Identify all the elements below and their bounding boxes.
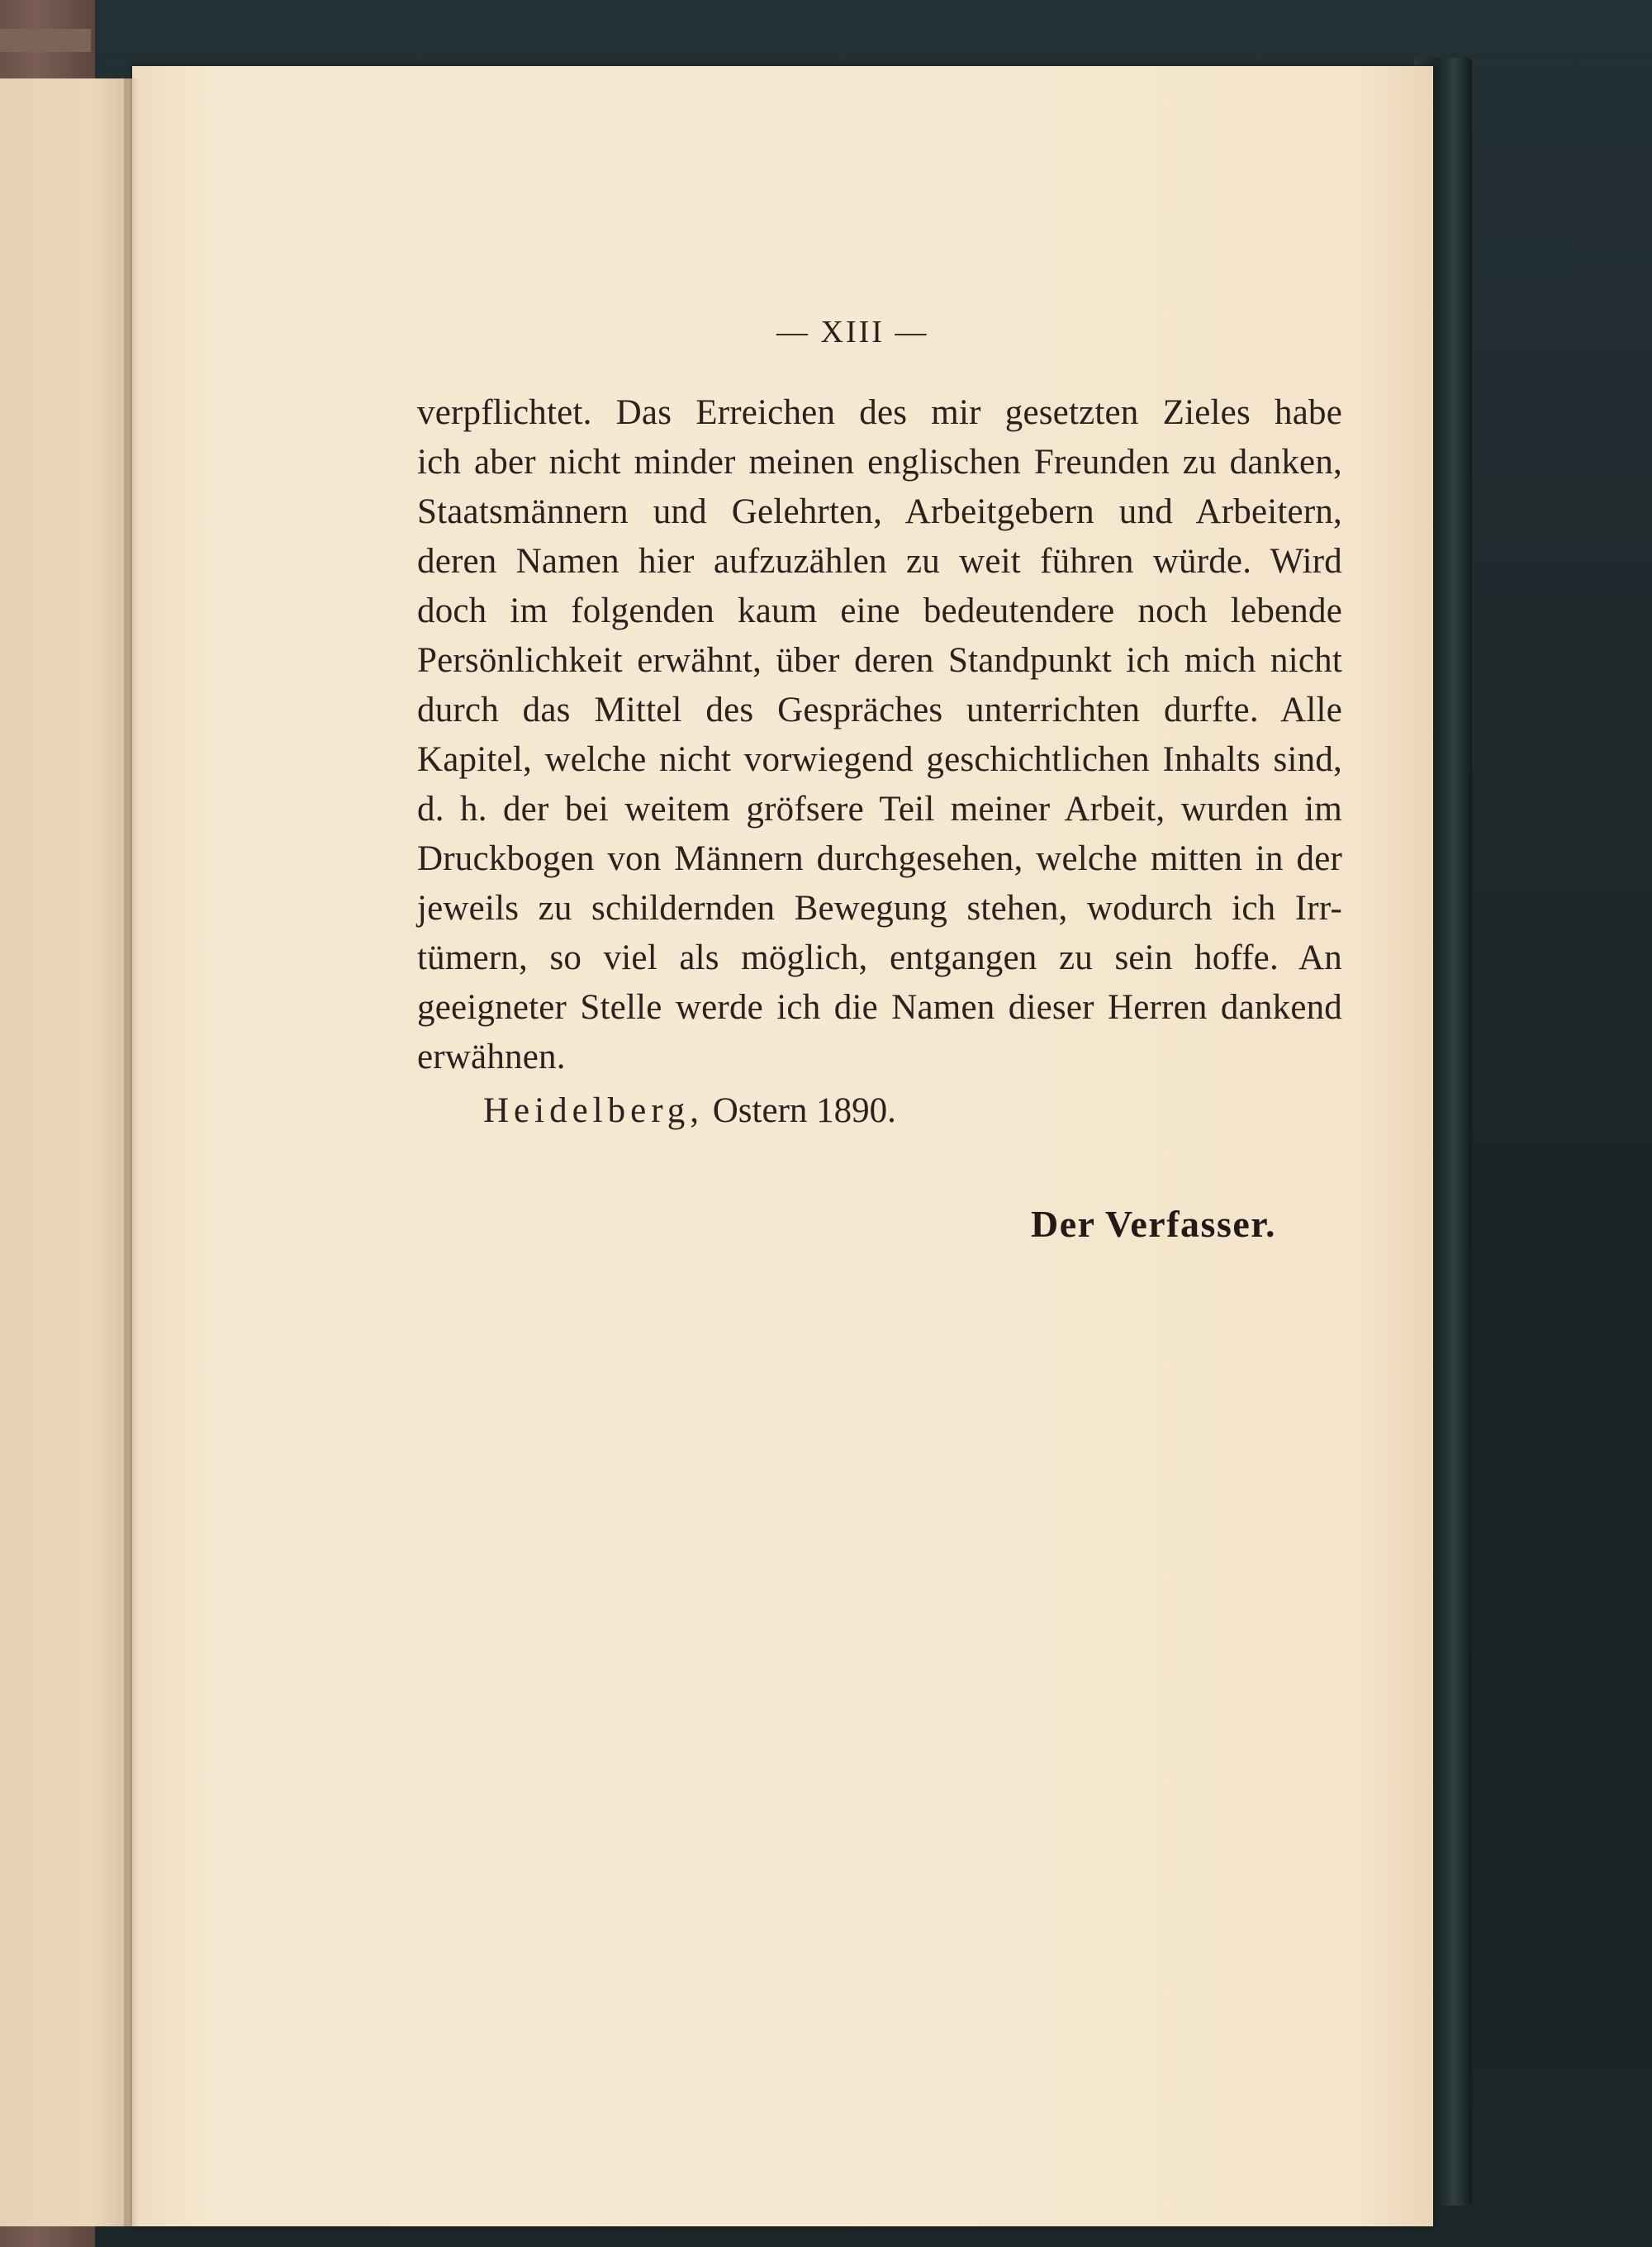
place-and-date [483,1090,896,1131]
text-line: erwähnen. [417,1038,566,1076]
date: Ostern 1890. [712,1091,896,1130]
facing-page-edge [0,78,136,2226]
text-line: ich aber nicht minder meinen englischen Freunden zu danken, [417,443,1342,482]
page-gutter-shadow [124,78,139,2226]
scan-edge-strip [0,29,91,52]
author-signature: Der Verfasser. [1031,1203,1276,1245]
text-line: geeigneter Stelle werde ich die Namen dieser Herren dankend [417,988,1342,1027]
book-page [132,66,1433,2226]
body-text [417,388,1342,1082]
text-line: d. h. der bei weitem gröfsere Teil meiner Arbeit, wurden im [417,790,1342,829]
text-line: Kapitel, welche nicht vorwiegend geschichtlichen Inhalts sind, [417,740,1342,779]
text-line: doch im folgenden kaum eine bedeutendere noch lebende [417,591,1342,630]
text-line: verpflichtet. Das Erreichen des mir gesetzten Zieles habe [417,393,1342,432]
text-line: deren Namen hier aufzuzählen zu weit führen würde. Wird [417,542,1342,581]
text-line: Druckbogen von Männern durchgesehen, welche mitten in der [417,839,1342,878]
text-line: Persönlichkeit erwähnt, über deren Standpunkt ich mich nicht [417,641,1342,680]
text-line: Staatsmännern und Gelehrten, Arbeitgebern und Arbeitern, [417,492,1342,531]
place: Heidelberg, [483,1091,704,1130]
text-line: jeweils zu schildernden Bewegung stehen, wodurch ich Irr- [417,889,1342,928]
text-line: durch das Mittel des Gespräches unterrichten durfte. Alle [417,691,1342,729]
page-number: — XIII — [776,315,929,349]
text-line: tümern, so viel als möglich, entgangen zu sein hoffe. An [417,938,1342,977]
